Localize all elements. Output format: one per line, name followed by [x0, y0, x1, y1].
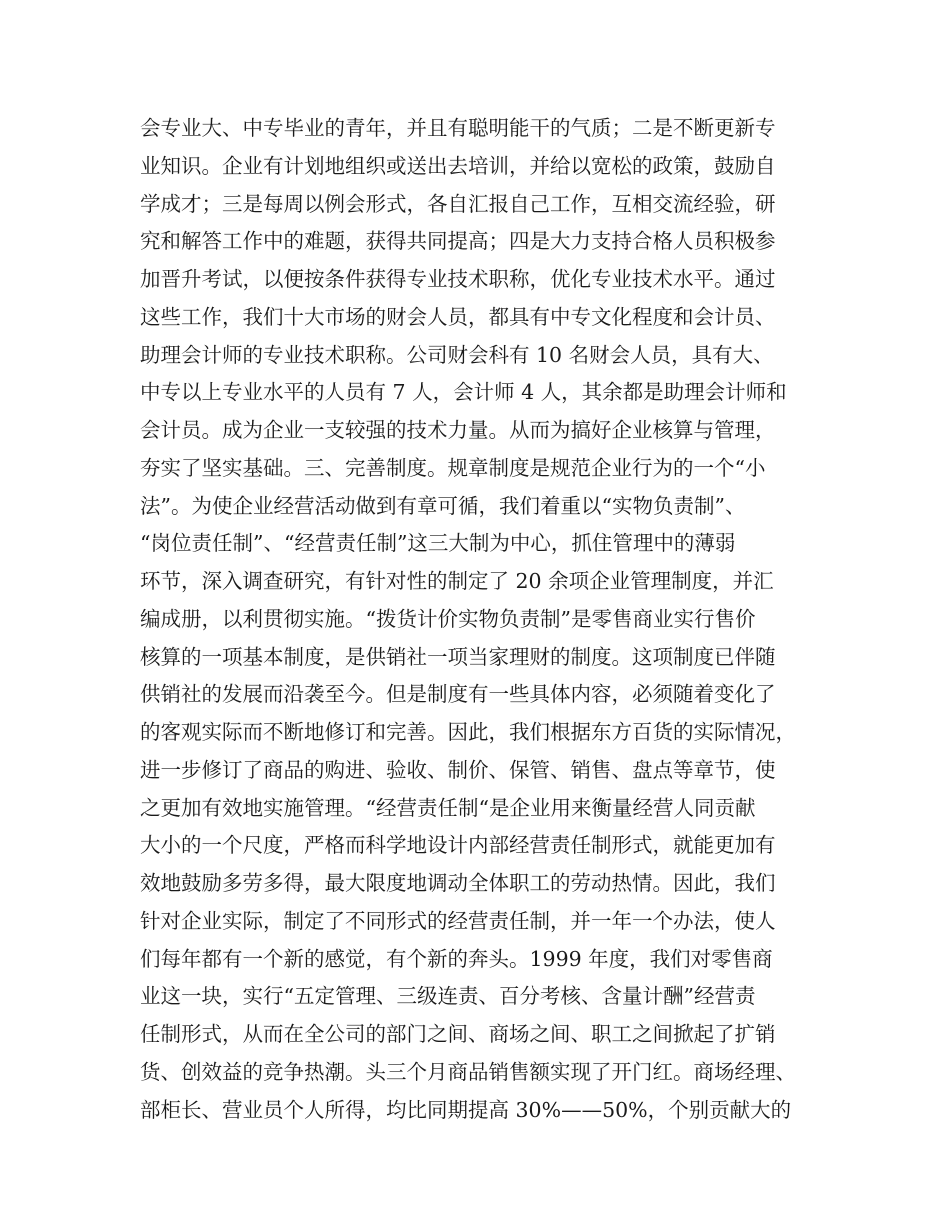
text-line: 们每年都有一个新的感觉，有个新的奔头。1999 年度，我们对零售商	[140, 946, 773, 971]
text-line: 任制形式，从而在全公司的部门之间、商场之间、职工之间掀起了扩销	[140, 1022, 776, 1046]
text-line: 进一步修订了商品的购进、验收、制价、保管、销售、盘点等章节，使	[140, 757, 776, 782]
text-line: 业知识。企业有计划地组织或送出去培训，并给以宽松的政策，鼓励自	[140, 153, 776, 178]
text-line: 法”。为使企业经营活动做到有章可循，我们着重以“实物负责制”、	[140, 493, 746, 518]
text-line: 这些工作，我们十大市场的财会人员，都具有中专文化程度和会计员、	[140, 304, 776, 329]
text-line: 会计员。成为企业一支较强的技术力量。从而为搞好企业核算与管理，	[140, 418, 776, 442]
text-line: 加晋升考试，以便按条件获得专业技术职称，优化专业技术水平。通过	[140, 267, 776, 291]
text-line: 部柜长、营业员个人所得，均比同期提高 30%——50%，个别贡献大的	[140, 1097, 792, 1122]
text-line: 货、创效益的竞争热潮。头三个月商品销售额实现了开门红。商场经理、	[140, 1059, 796, 1084]
body-text	[140, 110, 830, 1129]
text-line: 夯实了坚实基础。三、完善制度。规章制度是规范企业行为的一个“小	[140, 455, 766, 480]
text-line: 助理会计师的专业技术职称。公司财会科有 10 名财会人员，具有大、	[140, 342, 774, 367]
text-line: 大小的一个尺度，严格而科学地设计内部经营责任制形式，就能更加有	[140, 833, 776, 858]
text-line: 环节，深入调查研究，有针对性的制定了 20 余项企业管理制度，并汇	[140, 569, 774, 593]
text-line: 会专业大、中专毕业的青年，并且有聪明能干的气质；二是不断更新专	[140, 116, 776, 140]
text-line: 的客观实际而不断地修订和完善。因此，我们根据东方百货的实际情况，	[140, 720, 796, 744]
text-line: 学成才；三是每周以例会形式，各自汇报自己工作，互相交流经验，研	[140, 191, 776, 216]
text-line: 针对企业实际，制定了不同形式的经营责任制，并一年一个办法，使人	[140, 908, 776, 933]
text-line: 究和解答工作中的难题，获得共同提高；四是大力支持合格人员积极参	[140, 229, 776, 254]
text-line: 编成册，以利贯彻实施。“拨货计价实物负责制”是零售商业实行售价	[140, 606, 756, 631]
text-line: 供销社的发展而沿袭至今。但是制度有一些具体内容，必须随着变化了	[140, 682, 776, 707]
text-line: 之更加有效地实施管理。“经营责任制“是企业用来衡量经营人同贡献	[140, 795, 756, 820]
text-line: 业这一块，实行“五定管理、三级连责、百分考核、含量计酬”经营责	[140, 984, 756, 1009]
text-line: 中专以上专业水平的人员有 7 人，会计师 4 人，其余都是助理会计师和	[140, 380, 787, 405]
text-line: 核算的一项基本制度，是供销社一项当家理财的制度。这项制度已伴随	[140, 644, 776, 669]
text-line: “岗位责任制”、“经营责任制”这三大制为中心，抓住管理中的薄弱	[140, 531, 736, 556]
text-line: 效地鼓励多劳多得，最大限度地调动全体职工的劳动热情。因此，我们	[140, 871, 776, 895]
